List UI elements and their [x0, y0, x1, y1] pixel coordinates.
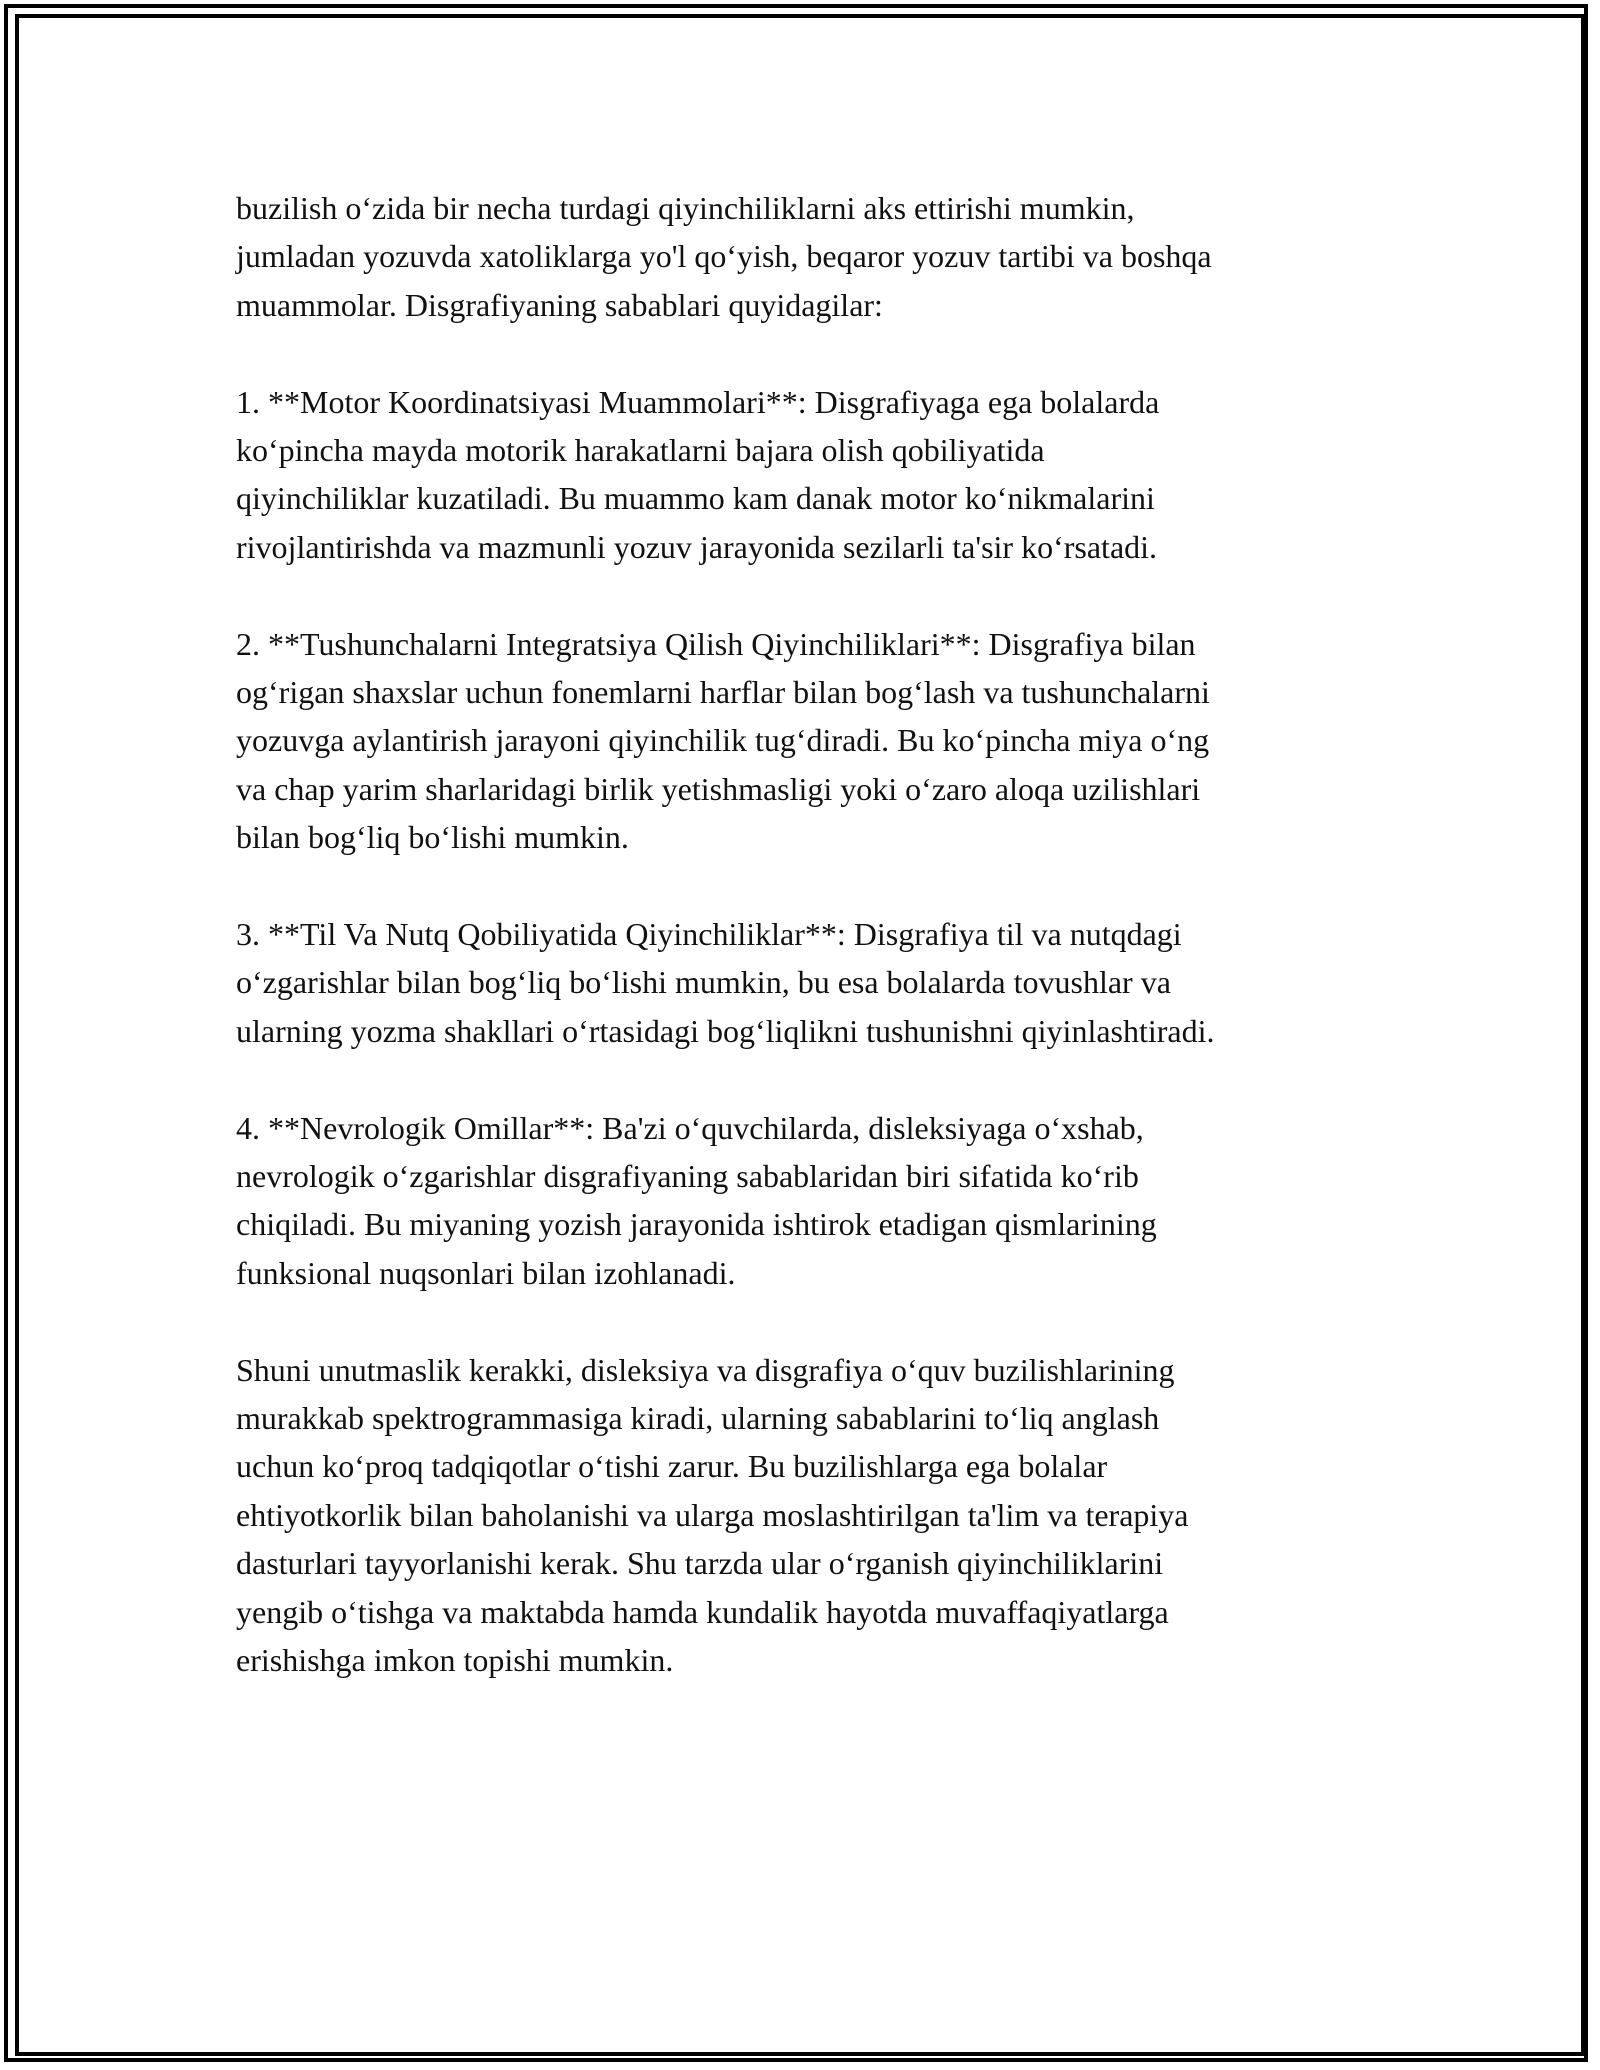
text-line: og‘rigan shaxslar uchun fonemlarni harflar bilan bog‘lash va tushunchalarni	[236, 674, 1210, 711]
text-line: bilan bog‘liq bo‘lishi mumkin.	[236, 819, 629, 856]
text-line: uchun ko‘proq tadqiqotlar o‘tishi zarur. Bu buzilishlarga ega bolalar	[236, 1448, 1108, 1485]
text-line: jumladan yozuvda xatoliklarga yo'l qo‘yish, beqaror yozuv tartibi va boshqa	[236, 238, 1212, 275]
text-line: o‘zgarishlar bilan bog‘liq bo‘lishi mumkin, bu esa bolalarda tovushlar va	[236, 964, 1171, 1001]
text-line: yengib o‘tishga va maktabda hamda kundalik hayotda muvaffaqiyatlarga	[236, 1593, 1169, 1630]
text-line: murakkab spektrogrammasiga kiradi, ularning sabablarini to‘liq anglash	[236, 1400, 1160, 1437]
text-line: ko‘pincha mayda motorik harakatlarni bajara olish qobiliyatida	[236, 432, 1045, 469]
text-line: erishishga imkon topishi mumkin.	[236, 1642, 674, 1679]
paragraph-item-3	[236, 910, 1376, 1055]
paragraph-item-2	[236, 620, 1376, 862]
text-line: yozuvga aylantirish jarayoni qiyinchilik tug‘diradi. Bu ko‘pincha miya o‘ng	[236, 722, 1210, 759]
text-line: 1. **Motor Koordinatsiyasi Muammolari**: Disgrafiyaga ega bolalarda	[236, 383, 1160, 420]
text-line: funksional nuqsonlari bilan izohlanadi.	[236, 1254, 736, 1291]
text-line: 4. **Nevrologik Omillar**: Ba'zi o‘quvchilarda, disleksiyaga o‘xshab,	[236, 1109, 1144, 1146]
text-line: va chap yarim sharlaridagi birlik yetishmasligi yoki o‘zaro aloqa uzilishlari	[236, 770, 1201, 807]
text-line: muammolar. Disgrafiyaning sabablari quyidagilar:	[236, 286, 883, 323]
text-line: ehtiyotkorlik bilan baholanishi va ularga moslashtirilgan ta'lim va terapiya	[236, 1496, 1189, 1533]
text-line: dasturlari tayyorlanishi kerak. Shu tarzda ular o‘rganish qiyinchiliklarini	[236, 1545, 1164, 1582]
text-line: qiyinchiliklar kuzatiladi. Bu muammo kam danak motor ko‘nikmalarini	[236, 480, 1155, 517]
text-line: Shuni unutmaslik kerakki, disleksiya va disgrafiya o‘quv buzilishlarining	[236, 1351, 1175, 1388]
paragraph-conclusion	[236, 1346, 1376, 1685]
text-line: 3. **Til Va Nutq Qobiliyatida Qiyinchiliklar**: Disgrafiya til va nutqdagi	[236, 916, 1182, 953]
text-line: chiqiladi. Bu miyaning yozish jarayonida ishtirok etadigan qismlarining	[236, 1206, 1157, 1243]
text-line: buzilish o‘zida bir necha turdagi qiyinchiliklarni aks ettirishi mumkin,	[236, 190, 1135, 226]
document-body	[236, 184, 1376, 1685]
text-line: ularning yozma shakllari o‘rtasidagi bog‘liqlikni tushunishni qiyinlashtiradi.	[236, 1012, 1215, 1049]
paragraph-item-4	[236, 1104, 1376, 1298]
paragraph-item-1	[236, 378, 1376, 572]
text-line: 2. **Tushunchalarni Integratsiya Qilish Qiyinchiliklari**: Disgrafiya bilan	[236, 625, 1196, 662]
paragraph-intro	[236, 184, 1376, 329]
text-line: nevrologik o‘zgarishlar disgrafiyaning sabablaridan biri sifatida ko‘rib	[236, 1158, 1139, 1195]
text-line: rivojlantirishda va mazmunli yozuv jarayonida sezilarli ta'sir ko‘rsatadi.	[236, 528, 1158, 565]
